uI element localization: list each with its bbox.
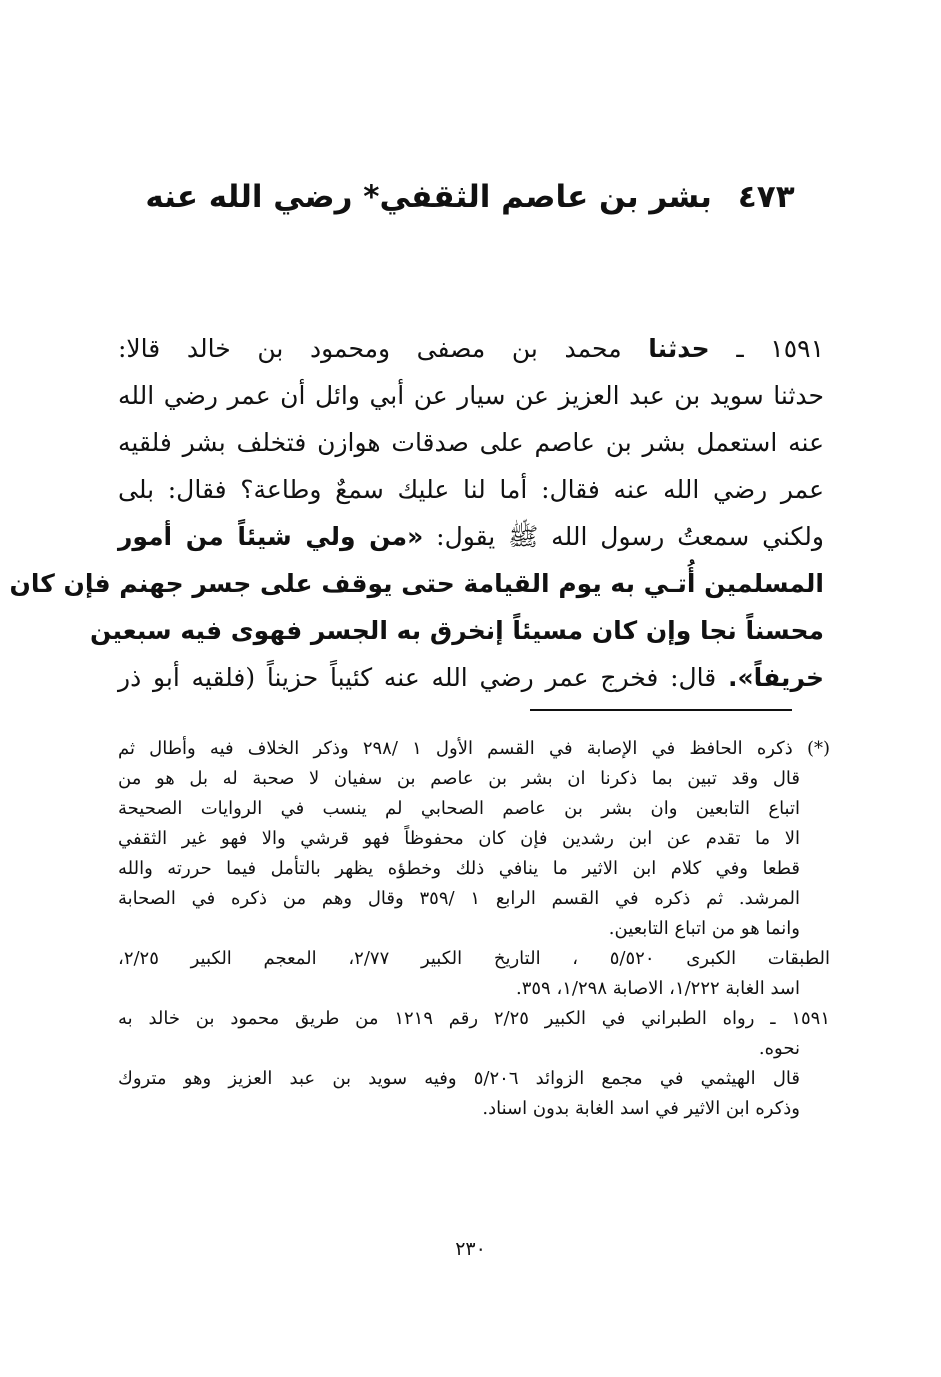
footnote-line: قال الهيثمي في مجمع الزوائد ٥/٢٠٦ وفيه سويد بن عبد العزيز وهو متروك bbox=[118, 1068, 800, 1089]
footnote-line: الطبقات الكبرى ٥/٥٢٠ ، التاريخ الكبير ٢/٧٧، المعجم الكبير ٢/٢٥، bbox=[118, 948, 830, 969]
footnote-star bbox=[118, 734, 830, 944]
hadith-lead-word: حدثنا bbox=[648, 334, 710, 363]
hadith-number: ١٥٩١ ـ bbox=[736, 334, 825, 363]
hadith-line-1 bbox=[118, 325, 824, 372]
footnote-sources bbox=[118, 944, 830, 1004]
hadith-line-2: حدثنا سويد بن عبد العزيز عن سيار عن أبي وائل أن عمر رضي الله bbox=[118, 381, 824, 410]
hadith-line-8-plain: قال: فخرج عمر رضي الله عنه كئيباً حزيناً (فلقيه أبو ذر bbox=[118, 663, 717, 692]
hadith-text bbox=[9, 325, 825, 701]
footnote-line: (*) ذكره الحافظ في الإصابة في القسم الأول ١ /٢٩٨ وذكر الخلاف فيه وأطال ثم bbox=[118, 738, 830, 759]
footnotes bbox=[118, 734, 830, 1124]
hadith-line-5 bbox=[118, 513, 824, 560]
footnote-line: وانما هو من اتباع التابعين. bbox=[608, 918, 800, 939]
footnote-divider bbox=[530, 709, 792, 711]
hadith-line-8-bold: خريفاً». bbox=[728, 663, 825, 692]
footnote-line: نحوه. bbox=[758, 1038, 800, 1059]
chapter-title bbox=[120, 172, 820, 222]
footnote-line: المرشد. ثم ذكره في القسم الرابع ١ /٣٥٩ وقال وهم من ذكره في الصحابة bbox=[118, 888, 800, 909]
footnote-hadith bbox=[118, 1004, 830, 1064]
footnote-line: اسد الغابة ١/٢٢٢، الاصابة ١/٢٩٨، ٣٥٩. bbox=[515, 978, 800, 999]
hadith-line-1-rest: محمد بن مصفى ومحمود بن خالد قالا: bbox=[118, 334, 622, 363]
page-number: ٢٣٠ bbox=[455, 1238, 486, 1260]
chapter-name: بشر بن عاصم الثقفي* رضي الله عنه bbox=[145, 179, 712, 215]
hadith-line-3: عنه استعمل بشر بن عاصم على صدقات هوازن فتخلف بشر فلقيه bbox=[118, 428, 824, 457]
hadith-line-7: محسناً نجا وإن كان مسيئاً إنخرق به الجسر فهوى فيه سبعين bbox=[90, 616, 824, 645]
hadith-line-4: عمر رضي الله عنه فقال: أما لنا عليك سمعٌ وطاعة؟ فقال: بلى bbox=[118, 475, 824, 504]
hadith-line-5-bold: «من ولي شيئاً من أمور bbox=[118, 522, 424, 551]
chapter-number: ٤٧٣ bbox=[737, 179, 795, 215]
footnote-line: قطعا وفي كلام ابن الاثير ما ينافي ذلك وخطؤه يظهر بالتأمل فيما حررته والله bbox=[118, 858, 800, 879]
hadith-line-5-plain: ولكني سمعتُ رسول الله ﷺ يقول: bbox=[436, 522, 824, 551]
footnote-line: الا ما تقدم عن ابن رشدين فإن كان محفوظاً فهو قرشي والا فهو غير الثقفي bbox=[118, 828, 800, 849]
footnote-line: وذكره ابن الاثير في اسد الغابة بدون اسناد. bbox=[482, 1098, 800, 1119]
footnote-line: قال وقد تبين بما ذكرنا ان بشر بن عاصم بن سفيان لا صحبة له بل هو من bbox=[118, 768, 800, 789]
footnote-haythami bbox=[118, 1064, 830, 1124]
footnote-line: اتباع التابعين وان بشر بن عاصم الصحابي لم ينسب في الروايات الصحيحة bbox=[118, 798, 800, 819]
footnote-line: ١٥٩١ ـ رواه الطبراني في الكبير ٢/٢٥ رقم ١٢١٩ من طريق محمود بن خالد به bbox=[118, 1008, 830, 1029]
hadith-line-6: المسلمين أُتـي به يوم القيامة حتى يوقف على جسر جهنم فإن كان bbox=[9, 569, 824, 598]
hadith-line-8 bbox=[118, 654, 824, 701]
